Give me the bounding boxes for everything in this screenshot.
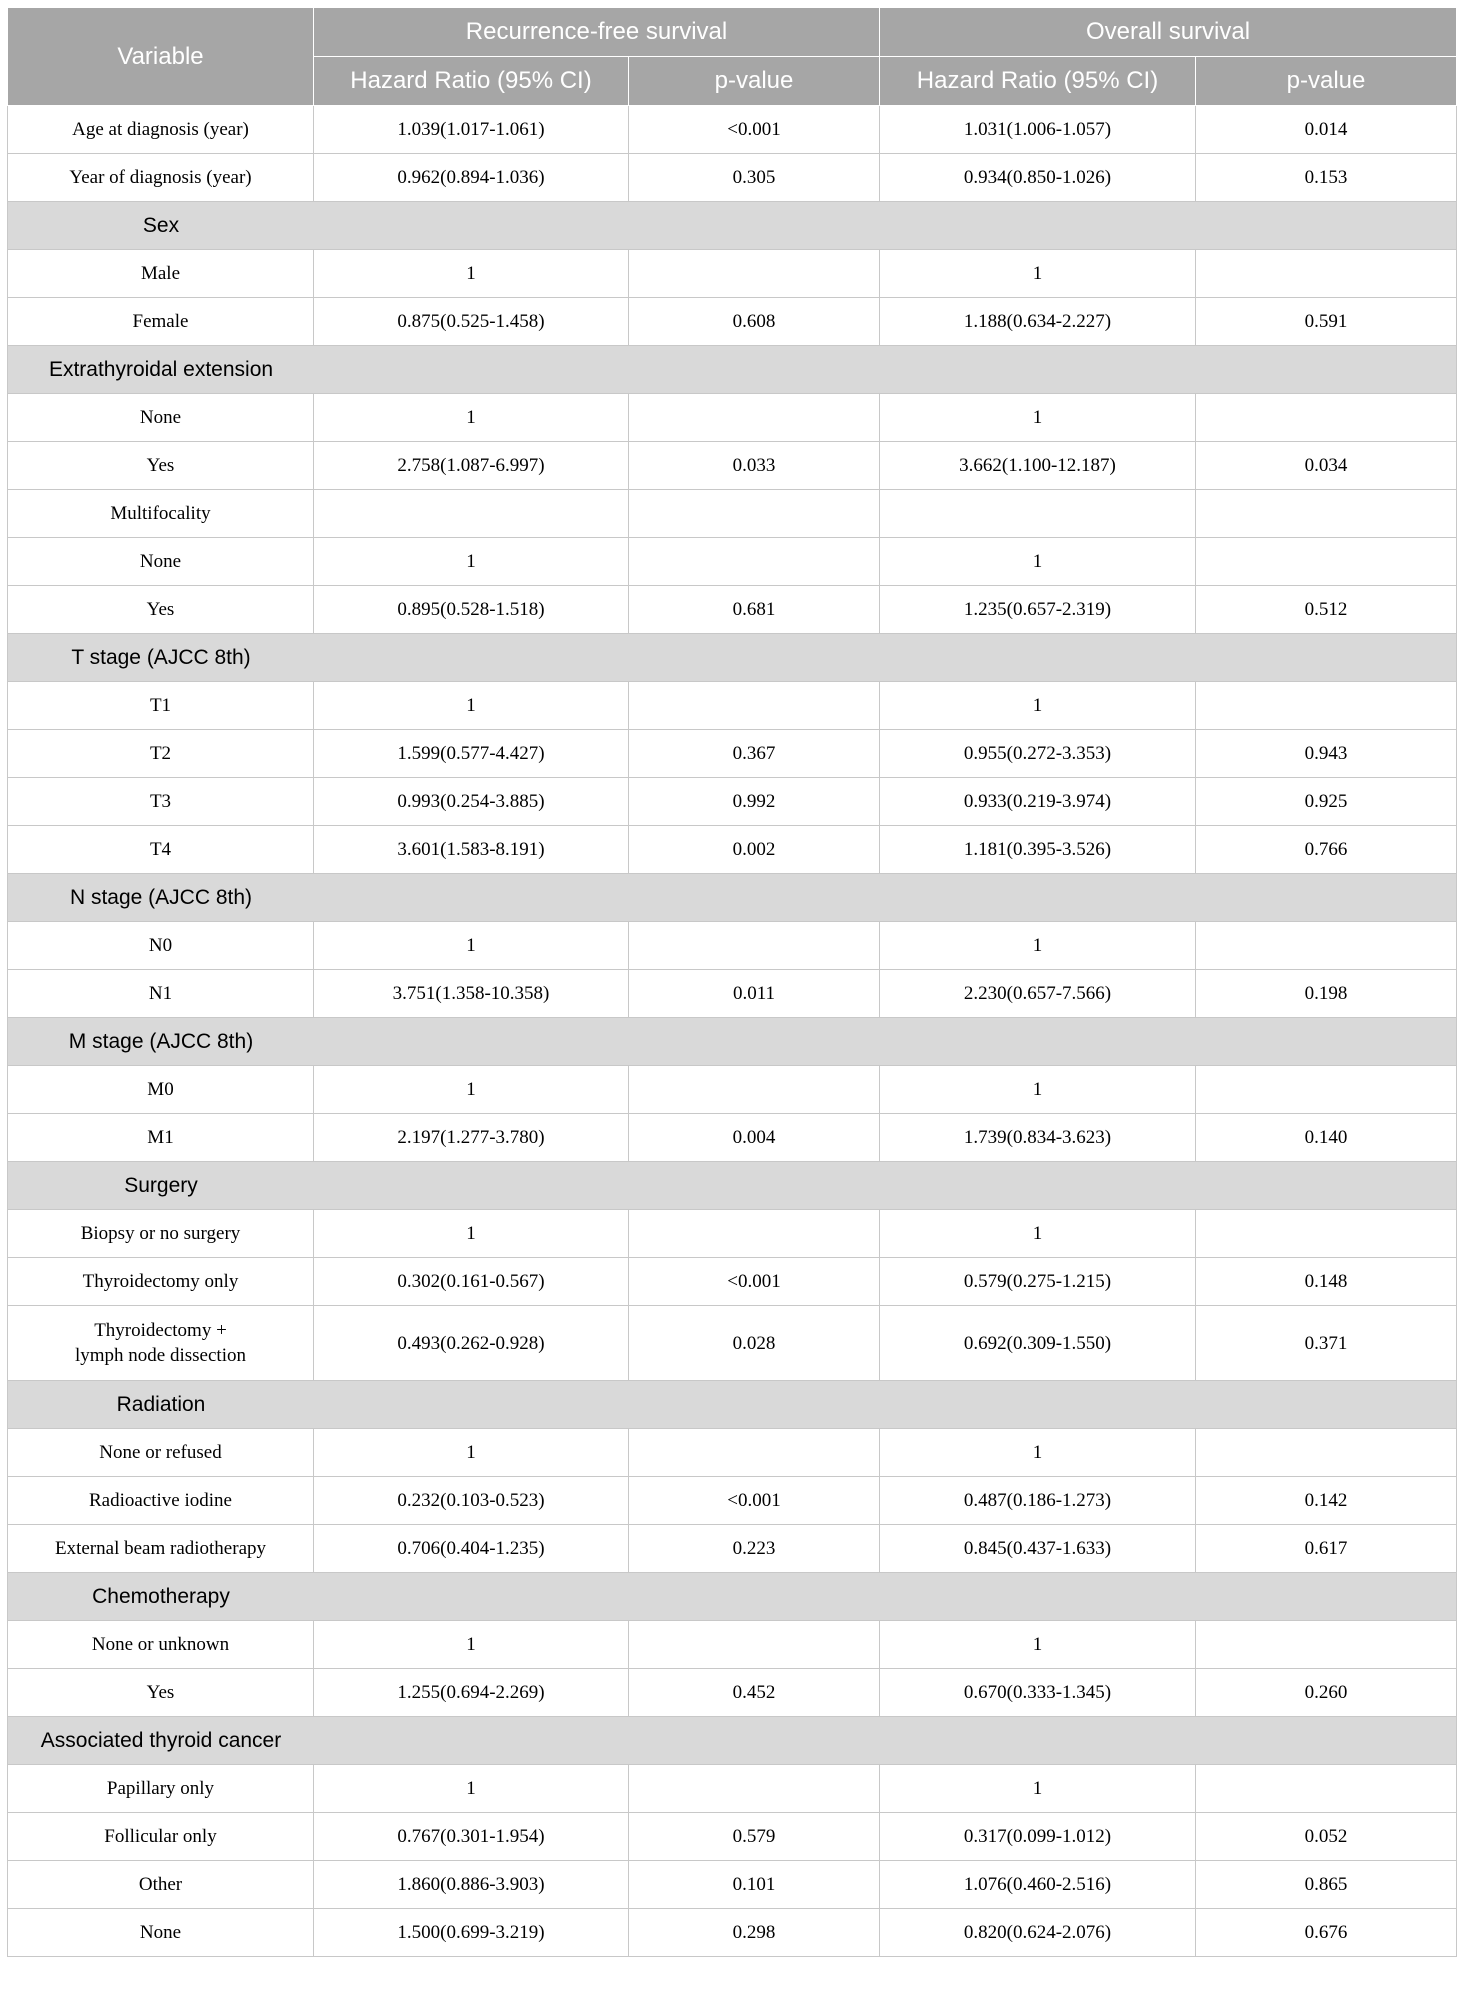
hazard-ratio-table: [7, 7, 1457, 1957]
table-row: [8, 1669, 1457, 1717]
os-p-cell: [1196, 1210, 1457, 1258]
rfs-p-cell: [629, 394, 880, 442]
table-row: [8, 1813, 1457, 1861]
table-row: [8, 298, 1457, 346]
os-hr-cell: 3.662(1.100-12.187): [880, 442, 1196, 490]
table-row: [8, 778, 1457, 826]
variable-cell: None or unknown: [8, 1621, 314, 1669]
table-row: [8, 1477, 1457, 1525]
rfs-hr-cell: 0.232(0.103-0.523): [314, 1477, 629, 1525]
os-hr-cell: 1: [880, 1066, 1196, 1114]
group-header-row: [8, 1381, 1457, 1429]
os-hr-cell: 2.230(0.657-7.566): [880, 970, 1196, 1018]
os-p-cell: 0.014: [1196, 106, 1457, 154]
rfs-hr-header: Hazard Ratio (95% CI): [314, 57, 629, 106]
variable-cell: M0: [8, 1066, 314, 1114]
group-label: Radiation: [116, 1392, 206, 1416]
variable-cell: Thyroidectomy + lymph node dissection: [8, 1306, 314, 1381]
group-header-row: [8, 874, 1457, 922]
os-hr-cell: 0.579(0.275-1.215): [880, 1258, 1196, 1306]
group-header-row: [8, 634, 1457, 682]
table-row: [8, 490, 1457, 538]
rfs-p-cell: 0.608: [629, 298, 880, 346]
rfs-hr-cell: 2.197(1.277-3.780): [314, 1114, 629, 1162]
os-p-cell: 0.591: [1196, 298, 1457, 346]
rfs-p-cell: [629, 1429, 880, 1477]
group-label: Surgery: [124, 1173, 198, 1197]
variable-cell: T1: [8, 682, 314, 730]
rfs-p-cell: [629, 922, 880, 970]
os-p-cell: [1196, 922, 1457, 970]
os-p-cell: 0.766: [1196, 826, 1457, 874]
os-p-cell: 0.034: [1196, 442, 1457, 490]
rfs-hr-cell: 0.302(0.161-0.567): [314, 1258, 629, 1306]
os-p-cell: [1196, 1429, 1457, 1477]
rfs-p-cell: 0.579: [629, 1813, 880, 1861]
rfs-hr-cell: 1: [314, 1765, 629, 1813]
table-row: [8, 586, 1457, 634]
os-p-cell: 0.052: [1196, 1813, 1457, 1861]
variable-cell: T4: [8, 826, 314, 874]
os-hr-cell: 0.487(0.186-1.273): [880, 1477, 1196, 1525]
rfs-p-cell: 0.011: [629, 970, 880, 1018]
os-p-cell: 0.676: [1196, 1909, 1457, 1957]
os-p-cell: [1196, 1765, 1457, 1813]
variable-cell: N1: [8, 970, 314, 1018]
variable-cell: Age at diagnosis (year): [8, 106, 314, 154]
rfs-hr-cell: 1: [314, 1429, 629, 1477]
rfs-p-cell: 0.298: [629, 1909, 880, 1957]
os-hr-cell: 1: [880, 682, 1196, 730]
os-hr-cell: 0.692(0.309-1.550): [880, 1306, 1196, 1381]
variable-cell: Year of diagnosis (year): [8, 154, 314, 202]
variable-cell: Other: [8, 1861, 314, 1909]
rfs-hr-cell: 3.601(1.583-8.191): [314, 826, 629, 874]
os-hr-cell: 1.739(0.834-3.623): [880, 1114, 1196, 1162]
rfs-p-header: p-value: [629, 57, 880, 106]
rfs-hr-cell: 0.875(0.525-1.458): [314, 298, 629, 346]
group-header-cell: [8, 1018, 1457, 1066]
table-row: [8, 1429, 1457, 1477]
os-hr-cell: 1: [880, 1429, 1196, 1477]
rfs-p-cell: [629, 250, 880, 298]
table-row: [8, 922, 1457, 970]
os-hr-cell: 1: [880, 1621, 1196, 1669]
variable-cell: Biopsy or no surgery: [8, 1210, 314, 1258]
group-header-row: [8, 1573, 1457, 1621]
rfs-p-cell: 0.452: [629, 1669, 880, 1717]
rfs-hr-cell: 1.255(0.694-2.269): [314, 1669, 629, 1717]
os-p-cell: [1196, 1621, 1457, 1669]
os-hr-cell: [880, 490, 1196, 538]
rfs-hr-cell: 1.860(0.886-3.903): [314, 1861, 629, 1909]
variable-cell: None: [8, 1909, 314, 1957]
rfs-hr-cell: 1.039(1.017-1.061): [314, 106, 629, 154]
table-row: [8, 1525, 1457, 1573]
variable-cell: Follicular only: [8, 1813, 314, 1861]
os-p-cell: 0.943: [1196, 730, 1457, 778]
table-row: [8, 1114, 1457, 1162]
rfs-p-cell: <0.001: [629, 1258, 880, 1306]
os-hr-header: Hazard Ratio (95% CI): [880, 57, 1196, 106]
os-p-cell: [1196, 538, 1457, 586]
table-row: [8, 1861, 1457, 1909]
table-row: [8, 1066, 1457, 1114]
rfs-p-cell: 0.305: [629, 154, 880, 202]
group-header-cell: [8, 1381, 1457, 1429]
os-hr-cell: 1.181(0.395-3.526): [880, 826, 1196, 874]
rfs-hr-cell: 0.993(0.254-3.885): [314, 778, 629, 826]
rfs-hr-cell: 1: [314, 1066, 629, 1114]
rfs-hr-cell: [314, 490, 629, 538]
rfs-hr-cell: 0.962(0.894-1.036): [314, 154, 629, 202]
os-p-cell: 0.260: [1196, 1669, 1457, 1717]
group-label: N stage (AJCC 8th): [69, 885, 253, 909]
rfs-p-cell: 0.223: [629, 1525, 880, 1573]
os-hr-cell: 0.845(0.437-1.633): [880, 1525, 1196, 1573]
rfs-p-cell: 0.992: [629, 778, 880, 826]
os-hr-cell: 0.820(0.624-2.076): [880, 1909, 1196, 1957]
table-row: [8, 1306, 1457, 1381]
table-row: [8, 250, 1457, 298]
rfs-p-cell: 0.367: [629, 730, 880, 778]
os-hr-cell: 0.934(0.850-1.026): [880, 154, 1196, 202]
rfs-hr-cell: 0.706(0.404-1.235): [314, 1525, 629, 1573]
table-row: [8, 154, 1457, 202]
os-hr-cell: 0.670(0.333-1.345): [880, 1669, 1196, 1717]
os-p-cell: 0.371: [1196, 1306, 1457, 1381]
group-label: Associated thyroid cancer: [40, 1728, 282, 1752]
rfs-p-cell: 0.028: [629, 1306, 880, 1381]
variable-cell: Multifocality: [8, 490, 314, 538]
os-header: Overall survival: [880, 8, 1457, 57]
os-p-cell: 0.142: [1196, 1477, 1457, 1525]
rfs-p-cell: 0.681: [629, 586, 880, 634]
os-hr-cell: 1: [880, 250, 1196, 298]
os-p-cell: 0.617: [1196, 1525, 1457, 1573]
rfs-hr-cell: 0.895(0.528-1.518): [314, 586, 629, 634]
os-hr-cell: 1: [880, 922, 1196, 970]
os-p-cell: 0.925: [1196, 778, 1457, 826]
group-label: Chemotherapy: [92, 1584, 230, 1608]
rfs-p-cell: 0.002: [629, 826, 880, 874]
group-header-row: [8, 346, 1457, 394]
variable-cell: None or refused: [8, 1429, 314, 1477]
rfs-hr-cell: 2.758(1.087-6.997): [314, 442, 629, 490]
os-hr-cell: 0.955(0.272-3.353): [880, 730, 1196, 778]
rfs-p-cell: [629, 682, 880, 730]
group-header-cell: [8, 1717, 1457, 1765]
os-hr-cell: 0.317(0.099-1.012): [880, 1813, 1196, 1861]
variable-cell: Radioactive iodine: [8, 1477, 314, 1525]
rfs-hr-cell: 1: [314, 1210, 629, 1258]
rfs-p-cell: <0.001: [629, 106, 880, 154]
rfs-header: Recurrence-free survival: [314, 8, 880, 57]
rfs-p-cell: [629, 1210, 880, 1258]
os-p-cell: [1196, 1066, 1457, 1114]
group-header-cell: [8, 874, 1457, 922]
os-p-cell: 0.198: [1196, 970, 1457, 1018]
table-header: [8, 8, 1457, 106]
group-header-cell: [8, 202, 1457, 250]
rfs-hr-cell: 1: [314, 922, 629, 970]
os-hr-cell: 1: [880, 1210, 1196, 1258]
os-p-cell: [1196, 394, 1457, 442]
table-row: [8, 1909, 1457, 1957]
os-hr-cell: 1.076(0.460-2.516): [880, 1861, 1196, 1909]
rfs-hr-cell: 1: [314, 1621, 629, 1669]
os-p-cell: [1196, 490, 1457, 538]
variable-cell: Yes: [8, 442, 314, 490]
rfs-p-cell: 0.004: [629, 1114, 880, 1162]
variable-cell: None: [8, 538, 314, 586]
table-row: [8, 682, 1457, 730]
table-row: [8, 106, 1457, 154]
rfs-p-cell: 0.101: [629, 1861, 880, 1909]
os-p-cell: 0.153: [1196, 154, 1457, 202]
table-row: [8, 1765, 1457, 1813]
os-p-cell: [1196, 250, 1457, 298]
rfs-p-cell: [629, 490, 880, 538]
group-label: Extrathyroidal extension: [48, 357, 274, 381]
variable-header: Variable: [8, 8, 314, 106]
rfs-hr-cell: 1: [314, 394, 629, 442]
os-hr-cell: 1: [880, 1765, 1196, 1813]
group-header-cell: [8, 634, 1457, 682]
table-body: [8, 106, 1457, 1957]
os-p-cell: 0.140: [1196, 1114, 1457, 1162]
variable-cell: Yes: [8, 586, 314, 634]
rfs-hr-cell: 1: [314, 538, 629, 586]
rfs-hr-cell: 0.493(0.262-0.928): [314, 1306, 629, 1381]
table-row: [8, 1258, 1457, 1306]
group-label: M stage (AJCC 8th): [68, 1029, 254, 1053]
variable-cell: T2: [8, 730, 314, 778]
table-row: [8, 442, 1457, 490]
os-p-cell: 0.865: [1196, 1861, 1457, 1909]
os-p-cell: [1196, 682, 1457, 730]
rfs-hr-cell: 1: [314, 682, 629, 730]
group-header-cell: [8, 1162, 1457, 1210]
os-p-cell: 0.512: [1196, 586, 1457, 634]
table-row: [8, 970, 1457, 1018]
group-label: T stage (AJCC 8th): [71, 645, 251, 669]
group-header-cell: [8, 346, 1457, 394]
os-hr-cell: 1.188(0.634-2.227): [880, 298, 1196, 346]
table-row: [8, 730, 1457, 778]
group-header-row: [8, 1018, 1457, 1066]
table-row: [8, 826, 1457, 874]
os-hr-cell: 0.933(0.219-3.974): [880, 778, 1196, 826]
table-row: [8, 394, 1457, 442]
rfs-hr-cell: 1: [314, 250, 629, 298]
variable-cell: None: [8, 394, 314, 442]
os-p-header: p-value: [1196, 57, 1457, 106]
variable-cell: N0: [8, 922, 314, 970]
os-p-cell: 0.148: [1196, 1258, 1457, 1306]
table-row: [8, 1210, 1457, 1258]
variable-cell: Thyroidectomy only: [8, 1258, 314, 1306]
rfs-p-cell: [629, 538, 880, 586]
variable-cell: Papillary only: [8, 1765, 314, 1813]
rfs-hr-cell: 1.599(0.577-4.427): [314, 730, 629, 778]
group-header-row: [8, 1717, 1457, 1765]
variable-cell: External beam radiotherapy: [8, 1525, 314, 1573]
rfs-hr-cell: 3.751(1.358-10.358): [314, 970, 629, 1018]
table-row: [8, 1621, 1457, 1669]
rfs-p-cell: 0.033: [629, 442, 880, 490]
rfs-p-cell: [629, 1621, 880, 1669]
variable-cell: Male: [8, 250, 314, 298]
rfs-p-cell: <0.001: [629, 1477, 880, 1525]
group-header-row: [8, 1162, 1457, 1210]
variable-cell: T3: [8, 778, 314, 826]
variable-cell: M1: [8, 1114, 314, 1162]
os-hr-cell: 1: [880, 538, 1196, 586]
group-header-cell: [8, 1573, 1457, 1621]
group-header-row: [8, 202, 1457, 250]
group-label: Sex: [142, 213, 180, 237]
os-hr-cell: 1: [880, 394, 1196, 442]
hazard-ratio-table-container: [7, 7, 1456, 1957]
rfs-hr-cell: 0.767(0.301-1.954): [314, 1813, 629, 1861]
os-hr-cell: 1.235(0.657-2.319): [880, 586, 1196, 634]
rfs-p-cell: [629, 1066, 880, 1114]
os-hr-cell: 1.031(1.006-1.057): [880, 106, 1196, 154]
table-row: [8, 538, 1457, 586]
variable-cell: Female: [8, 298, 314, 346]
rfs-hr-cell: 1.500(0.699-3.219): [314, 1909, 629, 1957]
variable-cell: Yes: [8, 1669, 314, 1717]
rfs-p-cell: [629, 1765, 880, 1813]
